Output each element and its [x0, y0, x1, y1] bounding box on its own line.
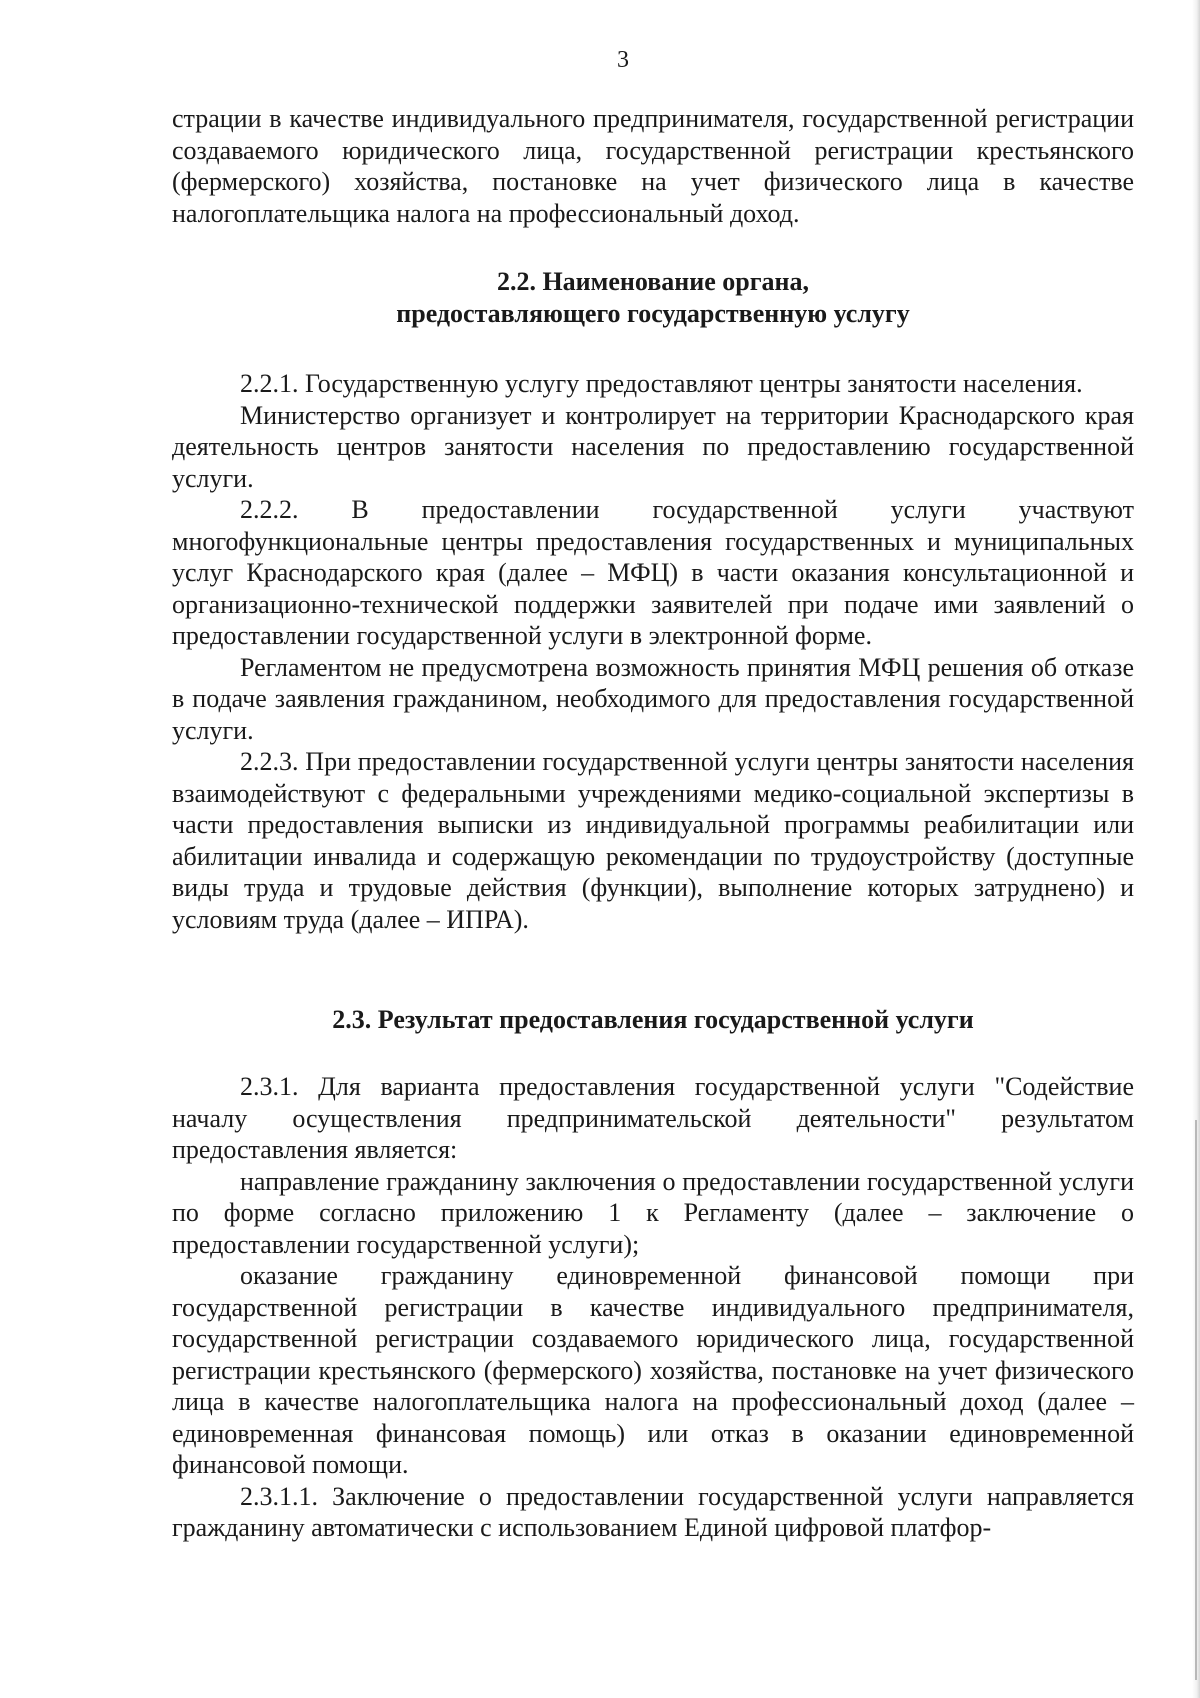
intro-paragraph-block: [172, 103, 1134, 229]
paragraph-ministry: Министерство организует и контролирует на территории Краснодарского края деятельность центров занятости населения по предоставлению государственной услуги.: [172, 400, 1134, 493]
paragraph-regulation: Регламентом не предусмотрена возможность принятия МФЦ решения об отказе в подаче заявления гражданином, необходимого для предоставления государственной услуги.: [172, 652, 1134, 745]
paragraph-financial-aid: оказание гражданину единовременной финансовой помощи при государственной регистрации в качестве индивидуального предпринимателя, государственной регистрации создаваемого юридического лица, государственной регистрации крестьянского (фермерского) хозяйства, постановке на учет физического лица в качестве налогоплательщика налога на профессиональный доход (далее – единовременная финансовая помощь) или отказ в оказании единовременной финансовой помощи.: [172, 1261, 1134, 1479]
scan-edge-line: [1195, 1120, 1197, 1680]
paragraph-2-2-2: 2.2.2. В предоставлении государственной услуги участвуют многофункциональные центры предоставления государственных и муниципальных услуг Краснодарского края (далее – МФЦ) в части оказания консультационной и организационно-технической поддержки заявителей при подаче ими заявлений о предоставлении государственной услуги в электронной форме.: [172, 495, 1134, 650]
paragraph-conclusion: направление гражданину заключения о предоставлении государственной услуги по форме согласно приложению 1 к Регламенту (далее – заключение о предоставлении государственной услуги);: [172, 1166, 1134, 1259]
paragraph-2-3-1: 2.3.1. Для варианта предоставления государственной услуги "Содействие началу осуществления предпринимательской деятельности" результатом предоставления является:: [172, 1072, 1134, 1164]
paragraph-2-2-3: 2.2.3. При предоставлении государственной услуги центры занятости населения взаимодействуют с федеральными учреждениями медико-социальной экспертизы в части предоставления выписки из индивидуальной программы реабилитации или абилитации инвалида и содержащую рекомендации по трудоустройству (доступные виды труда и трудовые действия (функции), выполнение которых затруднено) и условиям труда (далее – ИПРА).: [172, 747, 1134, 934]
section-2-3-body: [172, 1071, 1134, 1544]
paragraph-2-2-1: 2.2.1. Государственную услугу предоставляют центры занятости населения.: [240, 369, 1083, 398]
section-2-2-body: [172, 368, 1134, 935]
section-2-2-title-line1: 2.2. Наименование органа,: [496, 267, 810, 296]
paragraph-2-3-1-1: 2.3.1.1. Заключение о предоставлении государственной услуги направляется гражданину автоматически с использованием Единой цифровой платфор-: [172, 1481, 1134, 1542]
section-2-3-heading: [172, 1004, 1134, 1036]
section-2-2-heading: [172, 266, 1134, 330]
page-number: 3: [617, 47, 629, 73]
section-2-3-title: 2.3. Результат предоставления государственной услуги: [332, 1005, 974, 1034]
section-2-2-title-line2: предоставляющего государственную услугу: [396, 299, 910, 328]
intro-paragraph: страции в качестве индивидуального предпринимателя, государственной регистрации создаваемого юридического лица, государственной регистрации крестьянского (фермерского) хозяйства, постановке на учет физического лица в качестве налогоплательщика налога на профессиональный доход.: [172, 104, 1134, 228]
